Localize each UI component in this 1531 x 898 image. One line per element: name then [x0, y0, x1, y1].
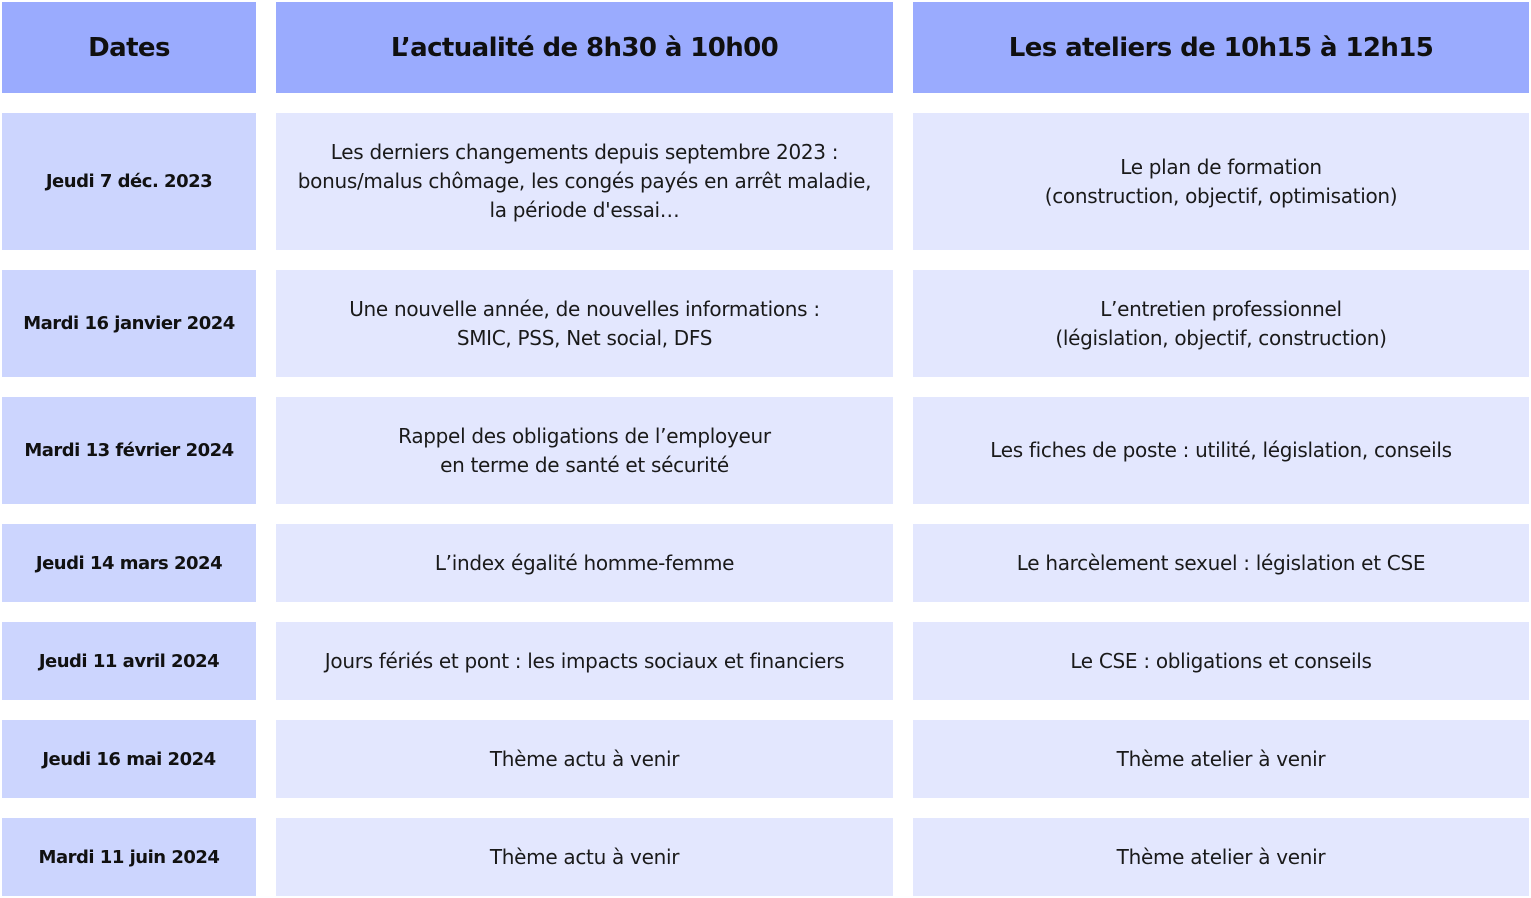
row-date: Jeudi 16 mai 2024 [2, 720, 256, 798]
actualite-line: la période d'essai… [489, 198, 680, 222]
row-actualite [276, 720, 893, 798]
row-date: Jeudi 11 avril 2024 [2, 622, 256, 700]
row-date: Jeudi 7 déc. 2023 [2, 113, 256, 250]
row-actualite [276, 524, 893, 602]
atelier-line: Thème atelier à venir [1116, 844, 1326, 869]
row-atelier [913, 270, 1529, 377]
header-ateliers: Les ateliers de 10h15 à 12h15 [913, 2, 1529, 93]
atelier-line: Le plan de formation [1120, 154, 1322, 179]
row-atelier [913, 397, 1529, 504]
row-date: Jeudi 14 mars 2024 [2, 524, 256, 602]
actualite-line: bonus/malus chômage, les congés payés en arrêt maladie, [297, 169, 872, 193]
row-date: Mardi 13 février 2024 [2, 397, 256, 504]
atelier-line: Le CSE : obligations et conseils [1070, 648, 1372, 673]
row-atelier [913, 622, 1529, 700]
row-actualite [276, 397, 893, 504]
actualite-line: en terme de santé et sécurité [440, 452, 729, 477]
row-actualite [276, 113, 893, 250]
row-date: Mardi 16 janvier 2024 [2, 270, 256, 377]
row-date: Mardi 11 juin 2024 [2, 818, 256, 896]
actualite-line: Thème actu à venir [489, 746, 680, 771]
atelier-line: (législation, objectif, construction) [1055, 325, 1387, 350]
row-actualite [276, 622, 893, 700]
atelier-line: Le harcèlement sexuel : législation et CSE [1016, 550, 1426, 575]
header-actualite: L’actualité de 8h30 à 10h00 [276, 2, 893, 93]
row-atelier [913, 818, 1529, 896]
atelier-line: Les fiches de poste : utilité, législation, conseils [990, 438, 1452, 462]
row-atelier [913, 113, 1529, 250]
atelier-line: Thème atelier à venir [1116, 746, 1326, 771]
actualite-line: Thème actu à venir [489, 844, 680, 869]
atelier-line: (construction, objectif, optimisation) [1044, 183, 1398, 208]
actualite-line: SMIC, PSS, Net social, DFS [456, 325, 713, 350]
actualite-line: Rappel des obligations de l’employeur [398, 423, 771, 448]
row-actualite [276, 818, 893, 896]
header-dates: Dates [2, 2, 256, 93]
actualite-line: Une nouvelle année, de nouvelles informations : [349, 296, 820, 321]
schedule-table [2, 2, 1529, 896]
atelier-line: L’entretien professionnel [1100, 296, 1342, 321]
row-atelier [913, 720, 1529, 798]
actualite-line: Jours fériés et pont : les impacts sociaux et financiers [324, 648, 845, 673]
row-actualite [276, 270, 893, 377]
row-atelier [913, 524, 1529, 602]
actualite-line: Les derniers changements depuis septembre 2023 : [330, 140, 839, 164]
actualite-line: L’index égalité homme-femme [434, 550, 735, 575]
